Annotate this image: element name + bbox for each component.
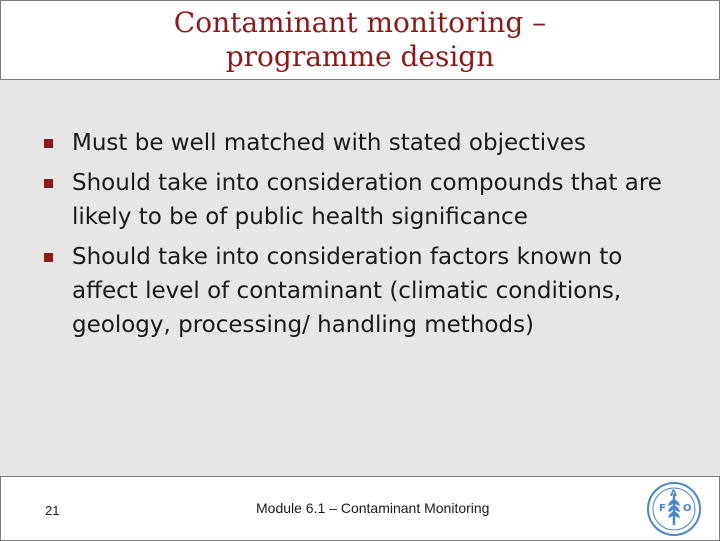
- bullet-item: [44, 240, 694, 342]
- svg-text:A: A: [670, 489, 677, 499]
- square-bullet-icon: [44, 253, 53, 262]
- slide-title-bar: [0, 0, 720, 80]
- footer-module-text: Module 6.1 – Contaminant Monitoring: [256, 500, 490, 516]
- bullet-list: [44, 126, 694, 348]
- page-number: 21: [45, 503, 60, 518]
- slide-title-line-2: programme design: [225, 40, 495, 73]
- svg-text:F: F: [659, 503, 666, 514]
- fao-logo-icon: [646, 481, 702, 537]
- slide-title-line-1: Contaminant monitoring –: [173, 6, 547, 39]
- svg-text:O: O: [683, 503, 692, 514]
- bullet-text: Should take into consideration factors known to affect level of contaminant (climatic conditions, geology, processing/ handling methods): [72, 244, 623, 338]
- bullet-item: [44, 126, 694, 160]
- bullet-item: [44, 166, 694, 234]
- square-bullet-icon: [44, 139, 53, 148]
- slide-footer: [0, 476, 720, 541]
- bullet-text: Should take into consideration compounds that are likely to be of public health significance: [72, 170, 662, 230]
- square-bullet-icon: [44, 179, 53, 188]
- bullet-text: Must be well matched with stated objectives: [72, 130, 586, 156]
